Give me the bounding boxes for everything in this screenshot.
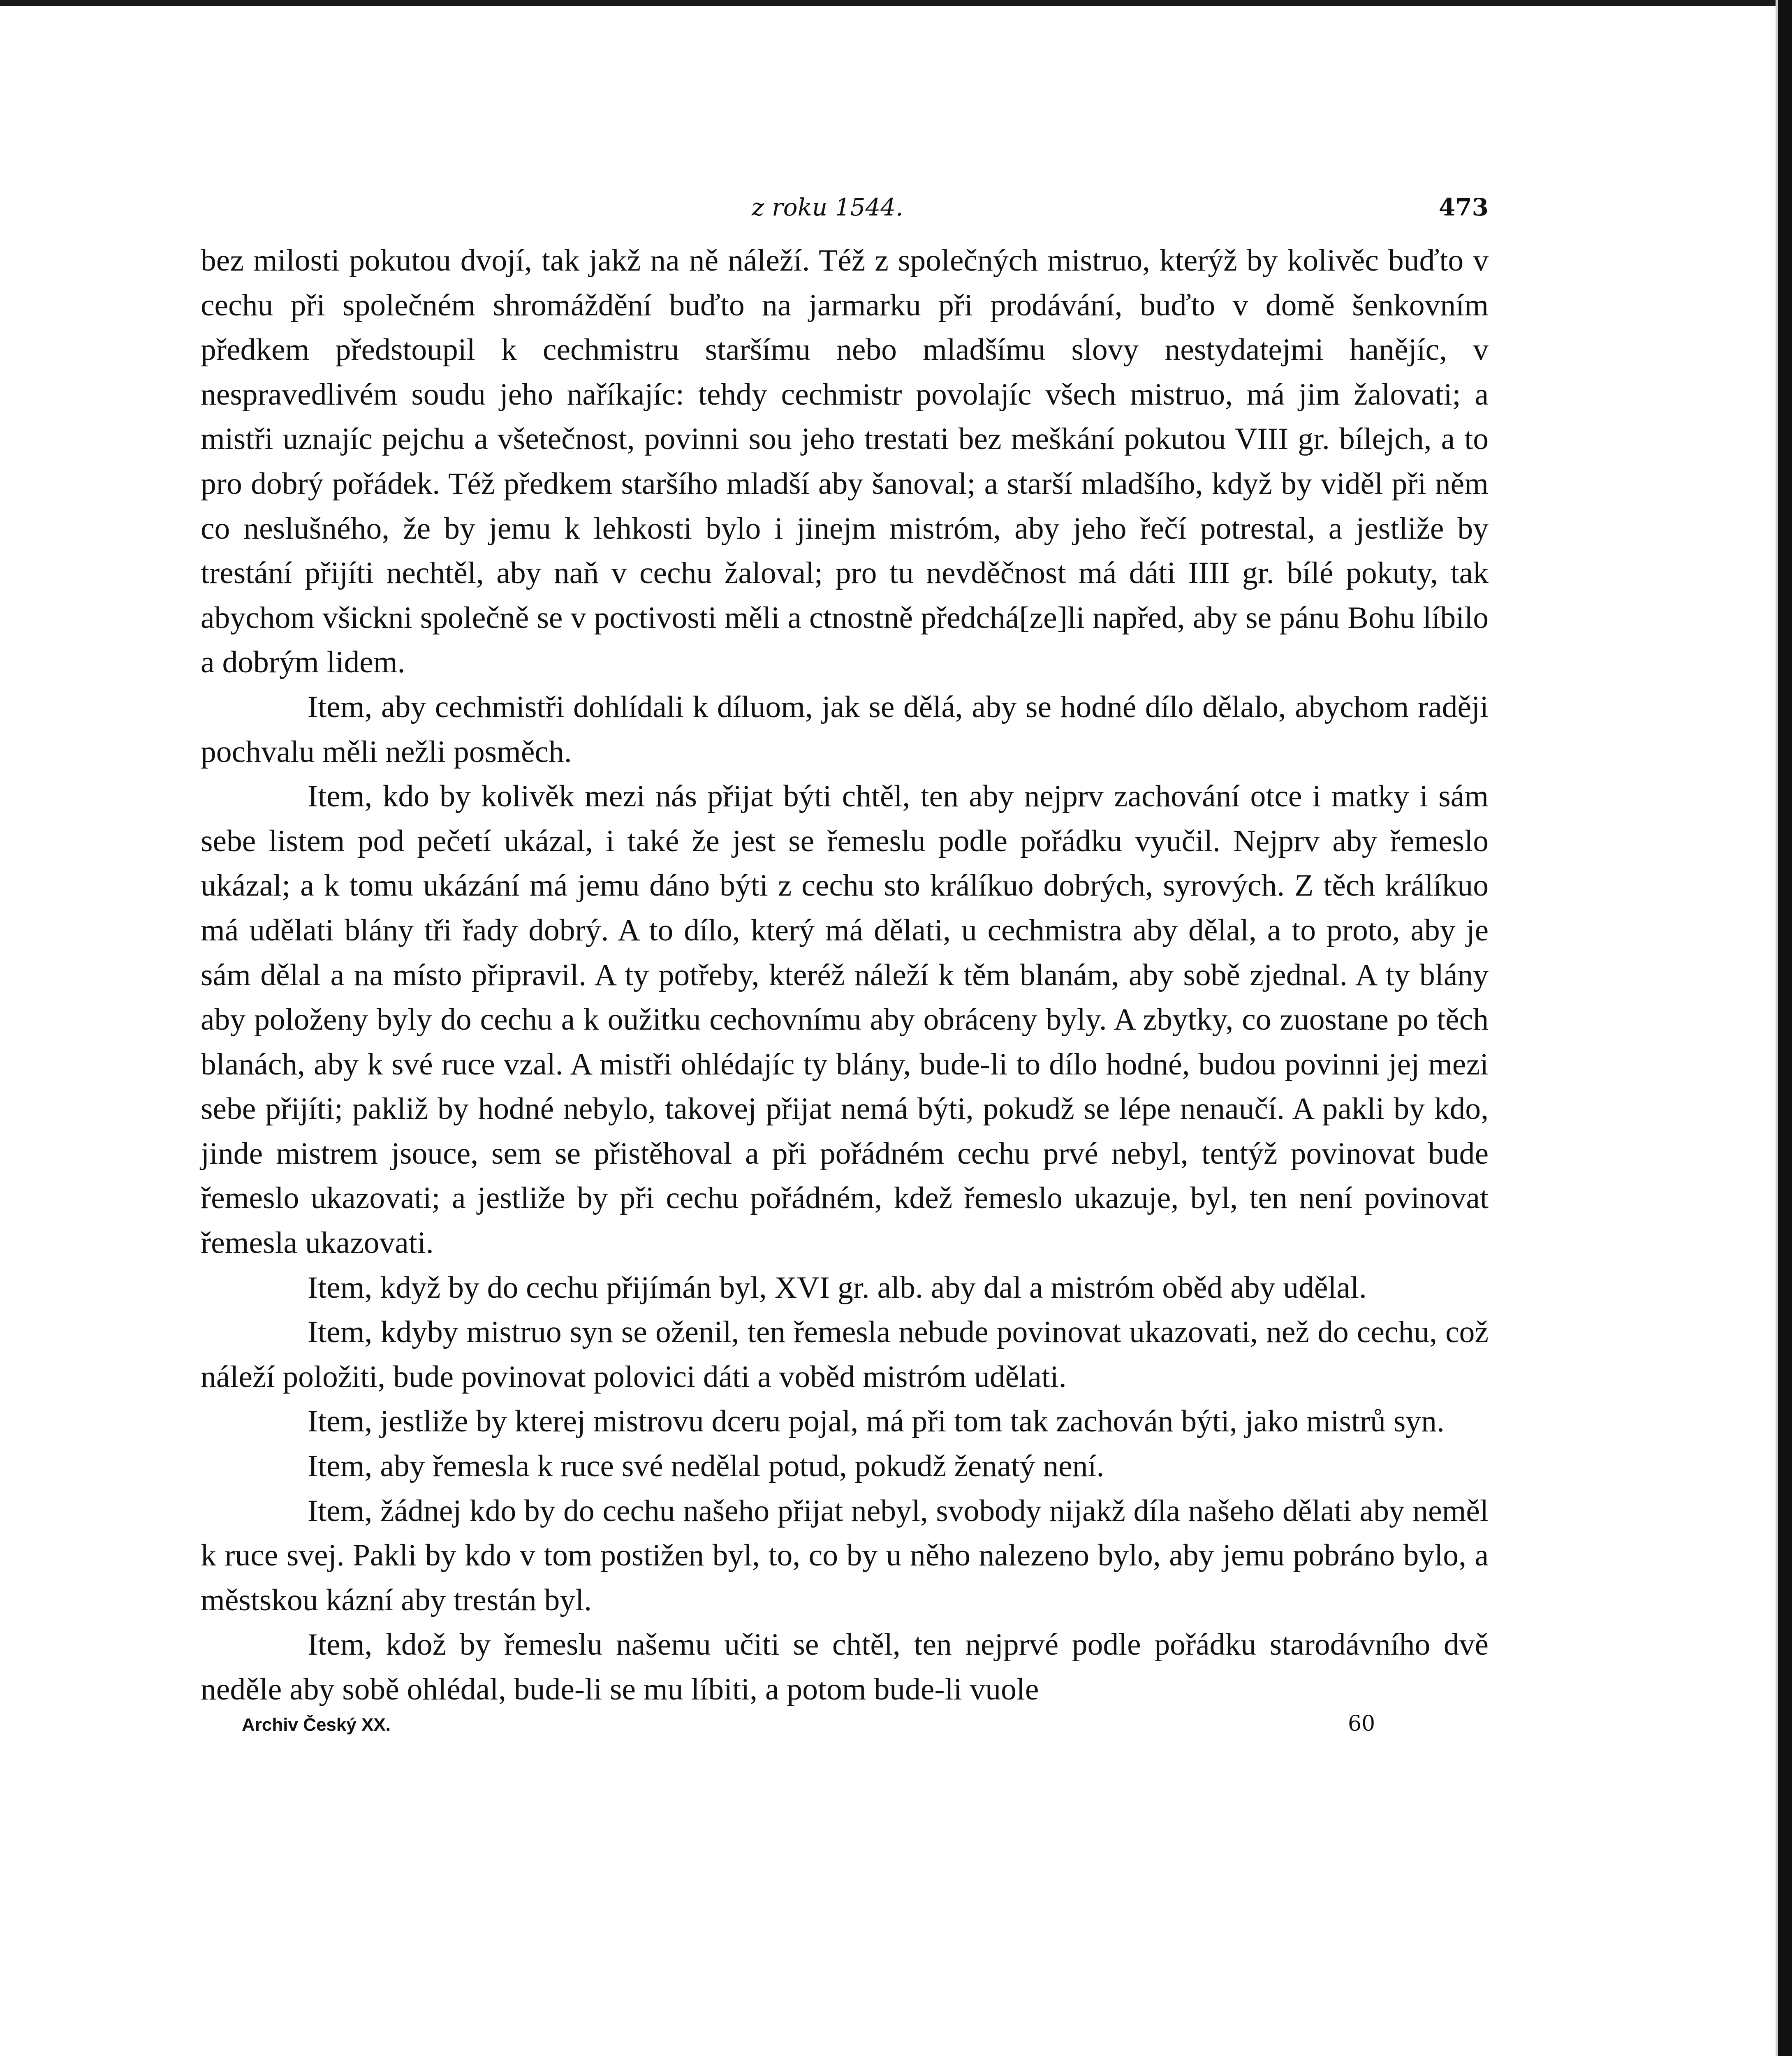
paragraph-item: Item, kdo by kolivěk mezi nás přijat býti chtěl, ten aby nejprv zachování otce i matky i sám sebe listem pod pečetí ukázal, i také že jest se řemeslu podle pořádku vyučil. Nejprv aby řemeslo ukázal; a k tomu ukázání má jemu dáno býti z cechu sto králíkuo dobrých, syrových. Z těch králíkuo má udělati blány tři řady dobrý. A to dílo, který má dělati, u cechmistra aby dělal, a to proto, aby je sám dělal a na místo připravil. A ty potřeby, kteréž náleží k těm blanám, aby sobě zjednal. A ty blány aby položeny byly do cechu a k oužitku cechovnímu aby obráceny byly. A zbytky, co zuostane po těch blanách, aby k své ruce vzal. A mistři ohlédajíc ty blány, bude-li to dílo hodné, budou povinni jej mezi sebe přijíti; pakliž by hodné nebylo, takovej přijat nemá býti, pokudž se lépe nenaučí. A pakli by kdo, jinde mistrem jsouce, sem se přistěhoval a při pořádném cechu prvé nebyl, tentýž povinovat bude řemeslo ukazovati; a jestliže by při cechu pořádném, kdež řemeslo ukazuje, byl, ten není povinovat řemesla ukazovati.	[201, 779, 1489, 1260]
page-number: 473	[1438, 193, 1489, 221]
paragraph-item: Item, aby cechmistři dohlídali k díluom, jak se dělá, aby se hodné dílo dělalo, abychom raději pochvalu měli nežli posměch.	[201, 690, 1489, 769]
footer-signature: Archiv Český XX.	[242, 1714, 391, 1735]
scan-border-right	[1778, 0, 1792, 2056]
paragraph-item: Item, kdož by řemeslu našemu učiti se chtěl, ten nejprvé podle pořádku starodávního dvě neděle aby sobě ohlédal, bude-li se mu líbiti, a potom bude-li vuole	[201, 1628, 1489, 1706]
paragraph-item: Item, když by do cechu přijímán byl, XVI gr. alb. aby dal a mistróm oběd aby udělal.	[308, 1270, 1367, 1305]
paragraph-continuation: bez milosti pokutou dvojí, tak jakž na ně náleží. Též z společných mistruo, kterýž by kolivěc buďto v cechu při společném shromáždění buďto na jarmarku při prodávání, buďto v domě šenkovním předkem předstoupil k cechmistru staršímu nebo mladšímu slovy nestydatejmi hanějíc, v nespravedlivém soudu jeho naříkajíc: tehdy cechmistr povolajíc všech mistruo, má jim žalovati; a mistři uznajíc pejchu a všetečnost, povinni sou jeho trestati bez meškání pokutou VIII gr. bílejch, a to pro dobrý pořádek. Též předkem staršího mladší aby šanoval; a starší mladšího, když by viděl při něm co neslušného, že by jemu k lehkosti bylo i jinejm mistróm, aby jeho řečí potrestal, a jestliže by trestání přijíti nechtěl, aby naň v cechu žaloval; pro tu nevděčnost má dáti IIII gr. bílé pokuty, tak abychom všickni společně se v poctivosti měli a ctnostně předchá[ze]li napřed, aby se pánu Bohu líbilo a dobrým lidem.	[201, 243, 1489, 680]
paragraph-item: Item, žádnej kdo by do cechu našeho přijat nebyl, svobody nijakž díla našeho dělati aby neměl k ruce svej. Pakli by kdo v tom postižen byl, to, co by u něho nalezeno bylo, aby jemu pobráno bylo, a městskou kázní aby trestán byl.	[201, 1493, 1489, 1617]
paragraph-item: Item, aby řemesla k ruce své nedělal potud, pokudž ženatý není.	[308, 1449, 1104, 1484]
body-text	[201, 238, 1489, 1712]
running-head	[201, 193, 1489, 238]
book-page	[201, 193, 1489, 1748]
scan-border-top	[0, 0, 1792, 6]
page-footer	[201, 1711, 1489, 1748]
running-title: z roku 1544.	[752, 193, 903, 221]
paragraph-item: Item, kdyby mistruo syn se oženil, ten řemesla nebude povinovat ukazovati, než do cechu, což náleží položiti, bude povinovat polovici dáti a voběd mistróm udělati.	[201, 1315, 1489, 1394]
paragraph-item: Item, jestliže by kterej mistrovu dceru pojal, má při tom tak zachován býti, jako mistrů syn.	[308, 1404, 1445, 1439]
sheet-number: 60	[1348, 1711, 1375, 1736]
